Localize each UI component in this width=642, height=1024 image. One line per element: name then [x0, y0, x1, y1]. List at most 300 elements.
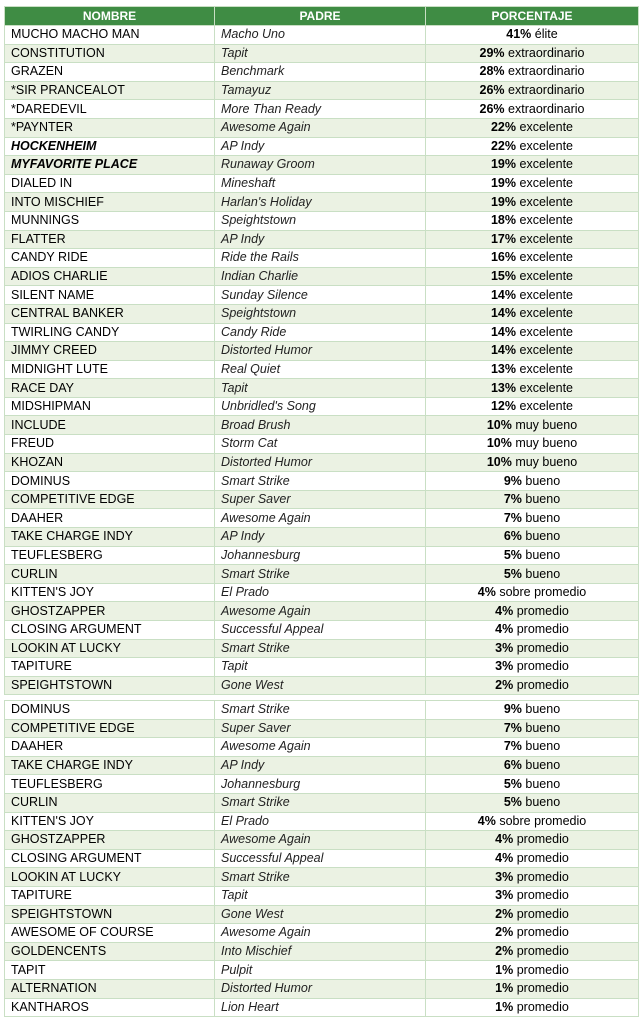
rating-label: bueno: [521, 492, 561, 507]
percentage-value: 4%: [477, 813, 496, 828]
sire-cell: Mineshaft: [215, 174, 426, 193]
rating-label: promedio: [513, 622, 569, 637]
horse-name-cell: COMPETITIVE EDGE: [5, 490, 215, 509]
rating-label: bueno: [521, 776, 561, 791]
table-body-secondary: [5, 701, 639, 1017]
rating-label: promedio: [513, 981, 569, 996]
horse-name-cell: CURLIN: [5, 565, 215, 584]
percentage-value: 14%: [490, 287, 517, 302]
table-row: [5, 775, 639, 794]
percentage-value: 4%: [495, 851, 514, 866]
percentage-cell: [426, 849, 639, 868]
table-row: [5, 137, 639, 156]
percentage-value: 28%: [479, 64, 505, 79]
percentage-cell: [426, 490, 639, 509]
table-row: [5, 435, 639, 454]
sire-cell: Tapit: [215, 886, 426, 905]
table-row: [5, 602, 639, 621]
horse-name-cell: TWIRLING CANDY: [5, 323, 215, 342]
percentage-cell: [426, 868, 639, 887]
sire-cell: AP Indy: [215, 137, 426, 156]
horse-name-cell: MUNNINGS: [5, 211, 215, 230]
percentage-cell: [426, 118, 639, 137]
horse-name-cell: SPEIGHTSTOWN: [5, 905, 215, 924]
percentage-value: 3%: [495, 659, 514, 674]
rating-label: sobre promedio: [495, 585, 587, 600]
rating-label: excelente: [516, 361, 573, 376]
percentage-value: 29%: [479, 45, 505, 60]
percentage-cell: [426, 472, 639, 491]
percentage-value: 6%: [503, 758, 522, 773]
horse-name-cell: TAKE CHARGE INDY: [5, 756, 215, 775]
rating-label: promedio: [513, 832, 569, 847]
percentage-value: 10%: [486, 417, 512, 432]
rating-label: muy bueno: [511, 436, 578, 451]
percentage-value: 12%: [490, 399, 517, 414]
percentage-cell: [426, 979, 639, 998]
table-row: [5, 528, 639, 547]
table-row: [5, 342, 639, 361]
percentage-cell: [426, 942, 639, 961]
percentage-cell: [426, 323, 639, 342]
table-row: [5, 416, 639, 435]
horse-name-cell: HOCKENHEIM: [5, 137, 215, 156]
percentage-cell: [426, 831, 639, 850]
sire-cell: Smart Strike: [215, 639, 426, 658]
percentage-value: 4%: [495, 832, 514, 847]
horse-name-cell: KANTHAROS: [5, 998, 215, 1017]
percentage-cell: [426, 26, 639, 45]
horse-name-cell: TAPIT: [5, 961, 215, 980]
horse-name-cell: KITTEN'S JOY: [5, 812, 215, 831]
percentage-value: 4%: [495, 603, 514, 618]
rating-label: extraordinario: [504, 101, 585, 116]
sire-cell: Awesome Again: [215, 924, 426, 943]
horse-name-cell: CENTRAL BANKER: [5, 304, 215, 323]
sire-cell: Super Saver: [215, 490, 426, 509]
percentage-cell: [426, 193, 639, 212]
percentage-cell: [426, 998, 639, 1017]
table-row: [5, 639, 639, 658]
horse-name-cell: GOLDENCENTS: [5, 942, 215, 961]
sire-cell: Awesome Again: [215, 738, 426, 757]
percentage-value: 5%: [503, 776, 522, 791]
percentage-cell: [426, 658, 639, 677]
horse-name-cell: INTO MISCHIEF: [5, 193, 215, 212]
table-row: [5, 942, 639, 961]
table-row: [5, 658, 639, 677]
rating-label: excelente: [516, 138, 573, 153]
sire-cell: Distorted Humor: [215, 453, 426, 472]
table-row: [5, 701, 639, 720]
rating-label: promedio: [513, 869, 569, 884]
rating-label: excelente: [516, 287, 573, 302]
table-row: [5, 472, 639, 491]
percentage-cell: [426, 583, 639, 602]
rating-label: bueno: [521, 720, 561, 735]
table-row: [5, 397, 639, 416]
sire-cell: More Than Ready: [215, 100, 426, 119]
percentage-cell: [426, 639, 639, 658]
sire-cell: AP Indy: [215, 756, 426, 775]
percentage-value: 6%: [503, 529, 522, 544]
percentage-cell: [426, 230, 639, 249]
table-header-row: [5, 7, 639, 26]
table-row: [5, 118, 639, 137]
horse-name-cell: KITTEN'S JOY: [5, 583, 215, 602]
rating-label: promedio: [513, 851, 569, 866]
table-row: [5, 249, 639, 268]
horse-name-cell: TEUFLESBERG: [5, 546, 215, 565]
table-row: [5, 490, 639, 509]
sire-cell: Gone West: [215, 676, 426, 695]
percentage-value: 9%: [503, 702, 522, 717]
rating-label: excelente: [516, 157, 573, 172]
percentage-value: 19%: [490, 176, 517, 191]
rating-label: promedio: [513, 944, 569, 959]
rating-label: extraordinario: [504, 45, 585, 60]
percentage-value: 7%: [503, 720, 522, 735]
sire-cell: Macho Uno: [215, 26, 426, 45]
percentage-cell: [426, 621, 639, 640]
percentage-cell: [426, 267, 639, 286]
percentage-cell: [426, 546, 639, 565]
sire-cell: Smart Strike: [215, 565, 426, 584]
sire-cell: Awesome Again: [215, 509, 426, 528]
sire-cell: Johannesburg: [215, 546, 426, 565]
percentage-cell: [426, 249, 639, 268]
sire-cell: Gone West: [215, 905, 426, 924]
percentage-cell: [426, 416, 639, 435]
horse-name-cell: DOMINUS: [5, 472, 215, 491]
rating-label: bueno: [521, 566, 561, 581]
sire-cell: Awesome Again: [215, 831, 426, 850]
sire-cell: Harlan's Holiday: [215, 193, 426, 212]
header-padre: PADRE: [215, 7, 426, 26]
percentage-value: 4%: [477, 585, 496, 600]
percentage-value: 3%: [495, 640, 514, 655]
table-row: [5, 924, 639, 943]
horse-name-cell: TAPITURE: [5, 658, 215, 677]
percentage-value: 2%: [495, 944, 514, 959]
sires-table-secondary: [4, 700, 639, 1017]
sire-cell: Tapit: [215, 658, 426, 677]
rating-label: bueno: [521, 529, 561, 544]
percentage-cell: [426, 528, 639, 547]
percentage-value: 13%: [490, 361, 517, 376]
horse-name-cell: FLATTER: [5, 230, 215, 249]
table-row: [5, 831, 639, 850]
sire-cell: Successful Appeal: [215, 849, 426, 868]
percentage-cell: [426, 81, 639, 100]
rating-label: excelente: [516, 399, 573, 414]
sire-cell: Smart Strike: [215, 472, 426, 491]
table-row: [5, 379, 639, 398]
percentage-cell: [426, 379, 639, 398]
horse-name-cell: LOOKIN AT LUCKY: [5, 639, 215, 658]
percentage-cell: [426, 509, 639, 528]
sire-cell: Smart Strike: [215, 793, 426, 812]
horse-name-cell: AWESOME OF COURSE: [5, 924, 215, 943]
table-row: [5, 453, 639, 472]
sire-cell: Tamayuz: [215, 81, 426, 100]
sire-cell: Runaway Groom: [215, 156, 426, 175]
horse-name-cell: GRAZEN: [5, 63, 215, 82]
horse-name-cell: *DAREDEVIL: [5, 100, 215, 119]
horse-name-cell: MYFAVORITE PLACE: [5, 156, 215, 175]
rating-label: excelente: [516, 194, 573, 209]
horse-name-cell: MIDSHIPMAN: [5, 397, 215, 416]
rating-label: promedio: [513, 888, 569, 903]
rating-label: muy bueno: [511, 417, 578, 432]
horse-name-cell: MUCHO MACHO MAN: [5, 26, 215, 45]
table-row: [5, 676, 639, 695]
sire-cell: AP Indy: [215, 230, 426, 249]
horse-name-cell: ADIOS CHARLIE: [5, 267, 215, 286]
rating-label: excelente: [516, 120, 573, 135]
percentage-cell: [426, 961, 639, 980]
percentage-cell: [426, 342, 639, 361]
rating-label: bueno: [521, 547, 561, 562]
percentage-value: 1%: [495, 999, 514, 1014]
percentage-value: 3%: [495, 888, 514, 903]
rating-label: excelente: [516, 324, 573, 339]
percentage-value: 14%: [490, 324, 517, 339]
table-row: [5, 756, 639, 775]
percentage-cell: [426, 360, 639, 379]
horse-name-cell: SILENT NAME: [5, 286, 215, 305]
percentage-value: 1%: [495, 962, 514, 977]
rating-label: extraordinario: [504, 83, 585, 98]
percentage-value: 2%: [495, 678, 514, 693]
table-row: [5, 546, 639, 565]
sire-cell: Lion Heart: [215, 998, 426, 1017]
horse-name-cell: FREUD: [5, 435, 215, 454]
percentage-value: 17%: [490, 231, 517, 246]
rating-label: excelente: [516, 306, 573, 321]
rating-label: bueno: [521, 510, 561, 525]
rating-label: promedio: [513, 925, 569, 940]
percentage-cell: [426, 397, 639, 416]
sire-cell: Storm Cat: [215, 435, 426, 454]
rating-label: excelente: [516, 231, 573, 246]
table-row: [5, 738, 639, 757]
sire-cell: El Prado: [215, 812, 426, 831]
table-row: [5, 26, 639, 45]
table-row: [5, 193, 639, 212]
rating-label: bueno: [521, 739, 561, 754]
table-row: [5, 211, 639, 230]
percentage-value: 22%: [490, 138, 517, 153]
percentage-cell: [426, 211, 639, 230]
horse-name-cell: LOOKIN AT LUCKY: [5, 868, 215, 887]
percentage-value: 3%: [495, 869, 514, 884]
table-body-main: [5, 26, 639, 695]
percentage-cell: [426, 775, 639, 794]
percentage-cell: [426, 304, 639, 323]
rating-label: promedio: [513, 999, 569, 1014]
horse-name-cell: CLOSING ARGUMENT: [5, 621, 215, 640]
rating-label: extraordinario: [504, 64, 585, 79]
sire-cell: Ride the Rails: [215, 249, 426, 268]
rating-label: promedio: [513, 640, 569, 655]
horse-name-cell: *PAYNTER: [5, 118, 215, 137]
table-row: [5, 905, 639, 924]
header-nombre: NOMBRE: [5, 7, 215, 26]
percentage-value: 19%: [490, 157, 517, 172]
percentage-value: 26%: [479, 83, 505, 98]
percentage-value: 10%: [486, 454, 512, 469]
table-row: [5, 849, 639, 868]
horse-name-cell: TEUFLESBERG: [5, 775, 215, 794]
sire-cell: Speightstown: [215, 211, 426, 230]
percentage-value: 9%: [503, 473, 522, 488]
table-row: [5, 81, 639, 100]
percentage-value: 10%: [486, 436, 512, 451]
percentage-value: 13%: [490, 380, 517, 395]
table-row: [5, 156, 639, 175]
horse-name-cell: ALTERNATION: [5, 979, 215, 998]
horse-name-cell: CURLIN: [5, 793, 215, 812]
sire-cell: Real Quiet: [215, 360, 426, 379]
percentage-value: 5%: [503, 795, 522, 810]
percentage-cell: [426, 905, 639, 924]
sire-cell: Candy Ride: [215, 323, 426, 342]
horse-name-cell: SPEIGHTSTOWN: [5, 676, 215, 695]
table-row: [5, 509, 639, 528]
percentage-cell: [426, 924, 639, 943]
rating-label: promedio: [513, 906, 569, 921]
table-row: [5, 565, 639, 584]
horse-name-cell: RACE DAY: [5, 379, 215, 398]
rating-label: sobre promedio: [495, 813, 587, 828]
table-row: [5, 998, 639, 1017]
sire-cell: Awesome Again: [215, 602, 426, 621]
sire-cell: Smart Strike: [215, 701, 426, 720]
percentage-value: 15%: [490, 269, 517, 284]
sire-cell: Broad Brush: [215, 416, 426, 435]
rating-label: élite: [531, 27, 558, 42]
sire-cell: Tapit: [215, 379, 426, 398]
rating-label: excelente: [516, 250, 573, 265]
percentage-value: 5%: [503, 566, 522, 581]
percentage-cell: [426, 719, 639, 738]
horse-name-cell: KHOZAN: [5, 453, 215, 472]
sire-cell: Benchmark: [215, 63, 426, 82]
percentage-value: 41%: [506, 27, 532, 42]
percentage-cell: [426, 756, 639, 775]
header-porcentaje: PORCENTAJE: [426, 7, 639, 26]
percentage-value: 2%: [495, 925, 514, 940]
rating-label: promedio: [513, 659, 569, 674]
horse-name-cell: GHOSTZAPPER: [5, 602, 215, 621]
horse-name-cell: DIALED IN: [5, 174, 215, 193]
table-row: [5, 621, 639, 640]
percentage-cell: [426, 286, 639, 305]
percentage-cell: [426, 793, 639, 812]
sire-cell: El Prado: [215, 583, 426, 602]
rating-label: muy bueno: [511, 454, 578, 469]
percentage-value: 7%: [503, 739, 522, 754]
percentage-value: 1%: [495, 981, 514, 996]
percentage-value: 5%: [503, 547, 522, 562]
horse-name-cell: MIDNIGHT LUTE: [5, 360, 215, 379]
table-row: [5, 286, 639, 305]
percentage-cell: [426, 676, 639, 695]
table-row: [5, 961, 639, 980]
horse-name-cell: JIMMY CREED: [5, 342, 215, 361]
percentage-cell: [426, 63, 639, 82]
percentage-cell: [426, 156, 639, 175]
sire-cell: AP Indy: [215, 528, 426, 547]
rating-label: promedio: [513, 678, 569, 693]
percentage-value: 7%: [503, 510, 522, 525]
percentage-cell: [426, 886, 639, 905]
table-row: [5, 979, 639, 998]
sire-cell: Distorted Humor: [215, 979, 426, 998]
sire-cell: Sunday Silence: [215, 286, 426, 305]
rating-label: excelente: [516, 380, 573, 395]
table-row: [5, 230, 639, 249]
percentage-cell: [426, 602, 639, 621]
sire-cell: Super Saver: [215, 719, 426, 738]
percentage-cell: [426, 701, 639, 720]
rating-label: promedio: [513, 603, 569, 618]
percentage-value: 26%: [479, 101, 505, 116]
percentage-cell: [426, 738, 639, 757]
rating-label: bueno: [521, 473, 561, 488]
table-row: [5, 323, 639, 342]
percentage-value: 14%: [490, 306, 517, 321]
table-row: [5, 719, 639, 738]
sire-cell: Tapit: [215, 44, 426, 63]
rating-label: excelente: [516, 213, 573, 228]
horse-name-cell: DAAHER: [5, 509, 215, 528]
sire-cell: Successful Appeal: [215, 621, 426, 640]
sire-cell: Indian Charlie: [215, 267, 426, 286]
percentage-cell: [426, 565, 639, 584]
percentage-value: 2%: [495, 906, 514, 921]
table-row: [5, 583, 639, 602]
horse-name-cell: TAPITURE: [5, 886, 215, 905]
percentage-value: 4%: [495, 622, 514, 637]
sire-cell: Awesome Again: [215, 118, 426, 137]
horse-name-cell: CLOSING ARGUMENT: [5, 849, 215, 868]
horse-name-cell: TAKE CHARGE INDY: [5, 528, 215, 547]
table-row: [5, 812, 639, 831]
horse-name-cell: DAAHER: [5, 738, 215, 757]
sire-cell: Speightstown: [215, 304, 426, 323]
sires-table-main: [4, 6, 639, 695]
percentage-cell: [426, 812, 639, 831]
sire-cell: Smart Strike: [215, 868, 426, 887]
sire-cell: Pulpit: [215, 961, 426, 980]
table-row: [5, 174, 639, 193]
percentage-value: 7%: [503, 492, 522, 507]
sire-cell: Johannesburg: [215, 775, 426, 794]
table-row: [5, 63, 639, 82]
percentage-value: 16%: [490, 250, 517, 265]
rating-label: bueno: [521, 758, 561, 773]
table-row: [5, 886, 639, 905]
rating-label: bueno: [521, 702, 561, 717]
percentage-value: 18%: [490, 213, 517, 228]
horse-name-cell: INCLUDE: [5, 416, 215, 435]
horse-name-cell: COMPETITIVE EDGE: [5, 719, 215, 738]
rating-label: excelente: [516, 343, 573, 358]
table-row: [5, 44, 639, 63]
sire-cell: Into Mischief: [215, 942, 426, 961]
